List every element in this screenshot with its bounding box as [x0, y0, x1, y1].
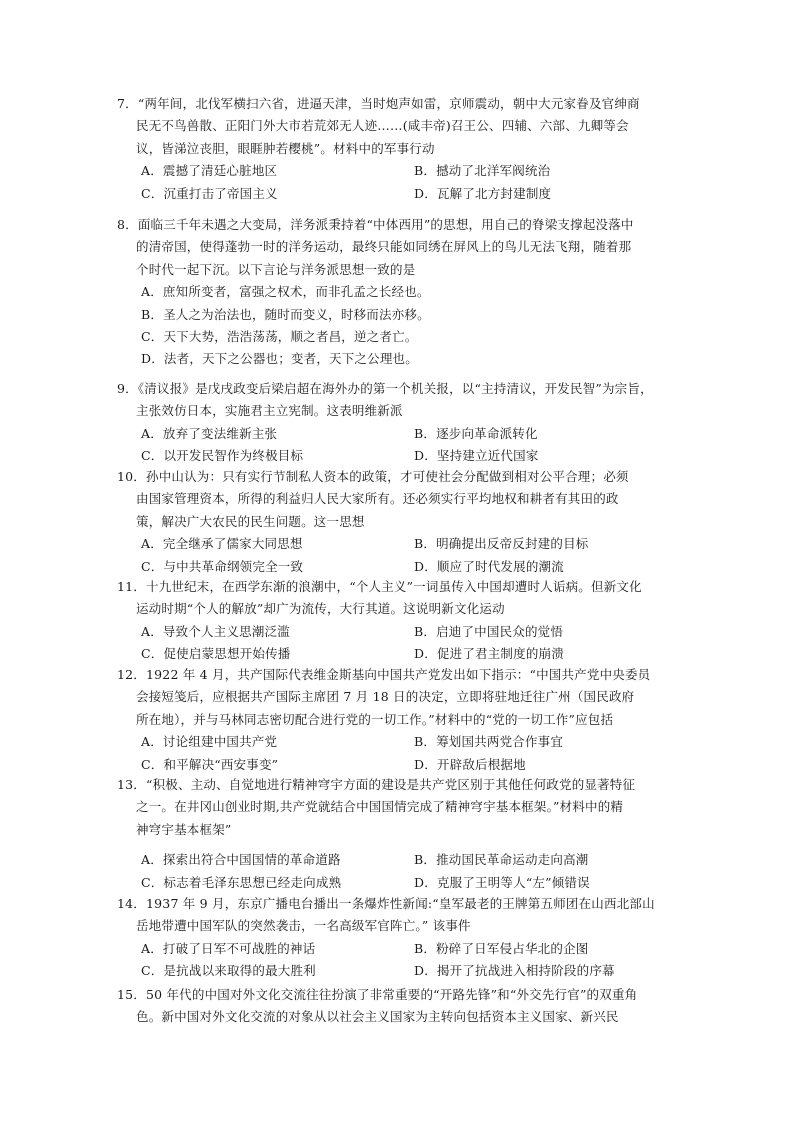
options — [117, 731, 687, 776]
stem-line: 所在地），并与马林同志密切配合进行党的一切工作。”材料中的“党的一切工作”应包括 — [136, 711, 614, 727]
question-stem — [117, 774, 687, 841]
stem-line: 岳地带遭中国军队的突然袭击，一名高级军官阵亡。” 该事件 — [136, 918, 471, 934]
stem-line: 7．“两年间，北伐军横扫六省，进逼天津，当时炮声如雷，京师震动，朝中大元家眷及官绅商 — [117, 96, 640, 111]
stem-line: 11．十九世纪末，在西学东渐的浪潮中，“个人主义”一词虽传入中国却遭时人诟病。但新文化 — [117, 579, 642, 594]
question-stem — [117, 984, 687, 1029]
question-9 — [117, 378, 687, 468]
stem-line: 9．《清议报》是戊戌政变后梁启超在海外办的第一个机关报，以“主持清议，开发民智”为宗旨， — [117, 381, 653, 396]
question-15 — [117, 984, 687, 1029]
options — [117, 281, 687, 371]
option-a[interactable]: A．打破了日军不可战胜的神话 — [141, 940, 316, 956]
stem-line: 的清帝国，使得蓬勃一时的洋务运动，最终只能如同绣在屏风上的鸟儿无法飞翔，随着那 — [136, 239, 632, 255]
option-d[interactable]: D．开辟敌后根据地 — [414, 756, 526, 772]
option-b[interactable]: B．撼动了北洋军阀统治 — [414, 163, 551, 179]
stem-line: 策，解决广大农民的民生问题。这一思想 — [136, 513, 365, 529]
option-b[interactable]: B．推动国民革命运动走向高潮 — [414, 852, 589, 868]
stem-line: 主张效仿日本，实施君主立宪制。这表明维新派 — [136, 403, 403, 419]
stem-line: 运动时期“个人的解放”却广为流传，大行其道。这说明新文化运动 — [136, 601, 505, 617]
options — [117, 621, 687, 666]
option-b[interactable]: B．圣人之为治法也，随时而变义，时移而法亦移。 — [141, 306, 430, 322]
stem-line: 13．“积极、主动、自觉地进行精神穹宇方面的建设是共产党区别于其他任何政党的显著特征 — [117, 777, 636, 792]
question-13 — [117, 774, 687, 894]
question-11 — [117, 576, 687, 666]
option-c[interactable]: C．与中共革命纲领完全一致 — [141, 558, 304, 574]
options — [117, 938, 687, 983]
stem-line: 民无不鸟兽散、正阳门外大市若荒郊无人迹……(咸丰帝)召王公、四辅、六部、九卿等会 — [136, 118, 629, 134]
question-stem — [117, 576, 687, 621]
question-8 — [117, 214, 687, 371]
option-a[interactable]: A．导致个人主义思潮泛滥 — [141, 623, 290, 639]
option-c[interactable]: C．标志着毛泽东思想已经走向成熟 — [141, 874, 342, 890]
option-d[interactable]: D．瓦解了北方封建制度 — [414, 185, 552, 201]
option-d[interactable]: D．顺应了时代发展的潮流 — [414, 558, 564, 574]
stem-line: 个时代一起下沉。以下言论与洋务派思想一致的是 — [136, 261, 416, 277]
option-a[interactable]: A．完全继承了儒家大同思想 — [141, 536, 303, 552]
option-c[interactable]: C．以开发民智作为终极目标 — [141, 448, 304, 464]
options — [117, 423, 687, 468]
question-stem — [117, 378, 687, 423]
option-d[interactable]: D．坚持建立近代国家 — [414, 448, 539, 464]
option-c[interactable]: C．沉重打击了帝国主义 — [141, 185, 278, 201]
option-a[interactable]: A．震撼了清廷心脏地区 — [141, 163, 278, 179]
question-14 — [117, 893, 687, 983]
option-d[interactable]: D．克服了王明等人“左”倾错误 — [414, 874, 590, 890]
stem-line: 14．1937 年 9 月，东京广播电台播出一条爆炸性新闻:“皇军最老的王牌第五师团在山西北部山 — [117, 896, 655, 911]
question-stem — [117, 664, 687, 731]
question-7 — [117, 93, 687, 205]
option-a[interactable]: A．探索出符合中国国情的革命道路 — [141, 852, 341, 868]
options — [117, 533, 687, 578]
option-c[interactable]: C．是抗战以来取得的最大胜利 — [141, 963, 316, 979]
option-b[interactable]: B．逐步向革命派转化 — [414, 425, 538, 441]
stem-line: 之一。在井冈山创业时期,共产党就结合中国国情完成了精神穹宇基本框架。”材料中的精 — [136, 799, 624, 815]
stem-line: 议，皆涕泣丧胆，眼睚肿若樱桃”。材料中的军事行动 — [136, 140, 435, 156]
stem-line: 10．孙中山认为：只有实行节制私人资本的政策，才可使社会分配做到相对公平合理；必须 — [117, 469, 629, 484]
option-c[interactable]: C．和平解决“西安事变” — [141, 756, 279, 772]
stem-line: 由国家管理资本，所得的利益归人民大家所有。还必须实行平均地权和耕者有其田的政 — [136, 491, 619, 507]
option-b[interactable]: B．筹划国共两党合作事宜 — [414, 734, 564, 750]
option-b[interactable]: B．粉碎了日军侵占华北的企图 — [414, 940, 589, 956]
option-a[interactable]: A．放弃了变法维新主张 — [141, 425, 278, 441]
question-stem — [117, 893, 687, 938]
stem-line: 会接短笺后，应根据共产国际主席团 7 月 18 日的决定，立即将驻地迁往广州（国民政府 — [136, 689, 635, 705]
option-d[interactable]: D．揭开了抗战进入相持阶段的序幕 — [414, 963, 615, 979]
stem-line: 15．50 年代的中国对外文化交流往往扮演了非常重要的“开路先锋”和“外交先行官”的双重角 — [117, 987, 638, 1002]
options — [117, 160, 687, 205]
options — [117, 849, 687, 894]
option-a[interactable]: A．庶知所变者，富强之权术，而非孔孟之长经也。 — [141, 284, 430, 300]
option-c[interactable]: C．促使启蒙思想开始传播 — [141, 646, 291, 662]
question-stem — [117, 466, 687, 533]
option-d[interactable]: D．法者，天下之公器也；变者，天下之公理也。 — [141, 351, 418, 367]
stem-line: 色。新中国对外文化交流的对象从以社会主义国家为主转向包括资本主义国家、新兴民 — [136, 1009, 619, 1025]
option-c[interactable]: C．天下大势，浩浩荡荡，顺之者昌，逆之者亡。 — [141, 329, 418, 345]
question-10 — [117, 466, 687, 578]
option-b[interactable]: B．启迪了中国民众的觉悟 — [414, 623, 564, 639]
option-b[interactable]: B．明确提出反帝反封建的目标 — [414, 536, 589, 552]
stem-line: 8．面临三千年未遇之大变局，洋务派秉持着“中体西用”的思想，用自己的脊梁支撑起没落中 — [117, 217, 634, 232]
question-stem — [117, 93, 687, 160]
question-12 — [117, 664, 687, 776]
stem-line: 神穹宇基本框架” — [136, 821, 232, 837]
option-d[interactable]: D．促进了君主制度的崩溃 — [414, 646, 564, 662]
question-stem — [117, 214, 687, 281]
stem-line: 12．1922 年 4 月，共产国际代表维金斯基向中国共产党发出如下指示：“中国共产党中央委员 — [117, 667, 651, 682]
option-a[interactable]: A．讨论组建中国共产党 — [141, 734, 278, 750]
